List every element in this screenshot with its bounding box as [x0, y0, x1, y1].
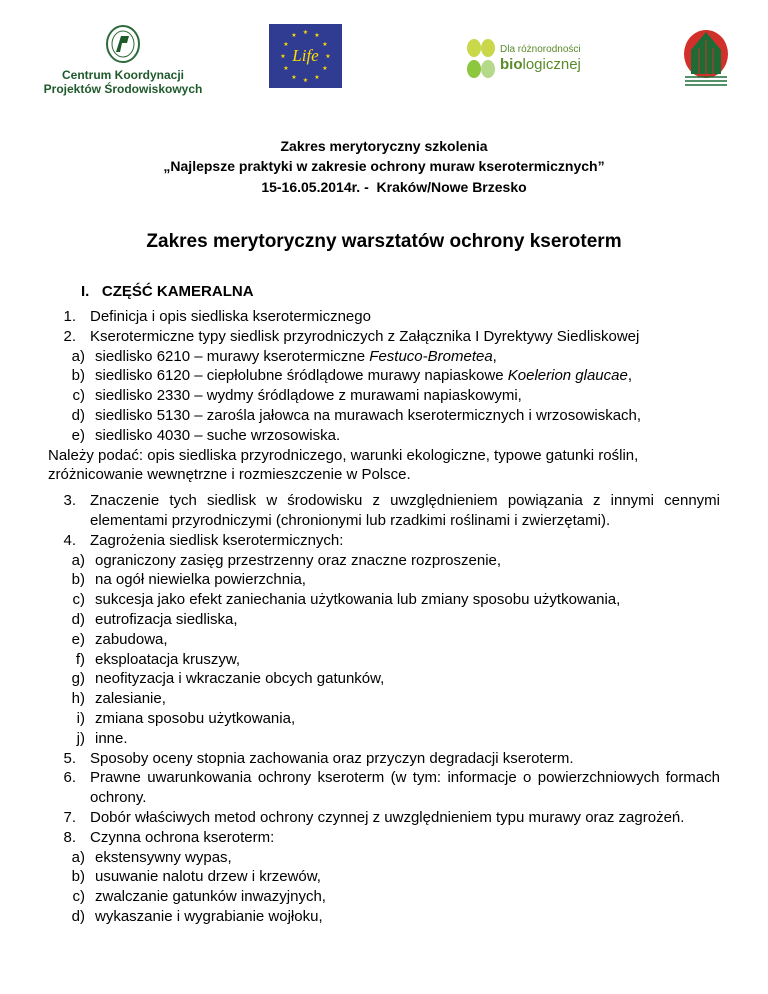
sub-item-letter: e) [71, 630, 85, 648]
section-number: I. [81, 283, 90, 300]
nfosigw-logo-icon [683, 30, 729, 90]
list-item [48, 327, 720, 347]
sub-item-text-main: wykaszanie i wygrabianie wojłoku, [95, 907, 323, 925]
sub-item-text [95, 610, 720, 630]
item-number: 2. [63, 327, 76, 345]
list-item [48, 307, 720, 327]
sub-item-letter: c) [72, 888, 85, 906]
sub-item-letter: d) [71, 406, 85, 424]
sub-item-text [95, 729, 720, 749]
sub-item-text-main: sukcesja jako efekt zaniechania użytkowania lub zmiany sposobu użytkowania, [95, 591, 621, 609]
sub-item-text-main: na ogół niewielka powierzchnia, [95, 571, 306, 589]
sub-item-letter: i) [76, 709, 85, 727]
item-number: 8. [63, 828, 76, 846]
sub-item-text [95, 848, 720, 868]
biodiversity-leaves-icon [466, 38, 496, 80]
sub-list-item [48, 610, 720, 630]
item-number: 1. [63, 308, 76, 325]
sub-list-item [48, 669, 720, 689]
item-number: 6. [63, 769, 76, 787]
sub-item-text [95, 709, 720, 729]
sub-item-letter: g) [71, 670, 85, 688]
sub-item-text-main: ekstensywny wypas, [95, 848, 232, 866]
svg-text:★: ★ [322, 66, 328, 72]
sub-list-item [48, 630, 720, 650]
list-item [48, 808, 720, 828]
sub-list-item [48, 570, 720, 590]
sub-item-text-main: usuwanie nalotu drzew i krzewów, [95, 868, 321, 886]
sub-list-item [48, 366, 720, 386]
svg-text:★: ★ [280, 54, 286, 60]
sub-list-item [48, 386, 720, 406]
svg-text:★: ★ [302, 30, 309, 36]
sub-list-item [48, 848, 720, 868]
sub-item-text [95, 386, 720, 406]
sub-item-letter: c) [72, 591, 85, 609]
sub-item-text [95, 426, 720, 446]
item-number: 3. [63, 492, 76, 510]
sub-list-item [48, 590, 720, 610]
content-list [48, 307, 720, 927]
svg-text:★: ★ [314, 33, 320, 39]
item-text: Znaczenie tych siedlisk w środowisku z uwzględnieniem powiązania z innymi cennymi elementami przyrodniczymi (chronionymi lub rzadkimi roślinami i zwierzętami). [90, 492, 720, 529]
punctuation: , [627, 367, 633, 385]
sub-item-text-main: zabudowa, [95, 630, 168, 648]
sub-item-text [95, 887, 720, 907]
sub-item-text [95, 669, 720, 689]
list-item [48, 749, 720, 769]
sub-item-text-main: siedlisko 6210 – murawy kserotermiczne [95, 347, 370, 365]
item-number: 7. [63, 808, 76, 826]
item-number: 4. [63, 531, 76, 549]
ckps-logo [38, 24, 208, 96]
sub-item-text [95, 366, 720, 386]
punctuation: , [492, 347, 497, 365]
sub-item-letter: h) [71, 690, 85, 708]
sub-item-letter: d) [71, 610, 85, 628]
sub-item-text [95, 551, 720, 571]
sub-item-text [95, 867, 720, 887]
page-title: Zakres merytoryczny warsztatów ochrony kseroterm [146, 231, 622, 252]
sub-list-item [48, 709, 720, 729]
sub-item-letter: f) [75, 650, 85, 668]
svg-text:★: ★ [283, 42, 289, 48]
sub-list-item [48, 406, 720, 426]
sub-item-letter: a) [71, 347, 85, 365]
note-paragraph: Należy podać: opis siedliska przyrodniczego, warunki ekologiczne, typowe gatunki roślin, zróżnicowanie wewnętrzne i rozmieszczenie w Polsce. [48, 446, 639, 484]
sub-list-item [48, 650, 720, 670]
sub-item-text-main: zwalczanie gatunków inwazyjnych, [95, 888, 326, 906]
svg-text:★: ★ [322, 42, 328, 48]
list-item [48, 768, 720, 808]
bio-line2 [500, 56, 581, 73]
sub-list-item [48, 907, 720, 927]
bio-rest: logicznej [522, 56, 581, 73]
sub-list-item [48, 347, 720, 367]
sub-item-text-main: siedlisko 4030 – suche wrzosowiska. [95, 426, 341, 444]
sub-item-text [95, 570, 720, 590]
sub-list-item [48, 426, 720, 446]
list-item [48, 531, 720, 551]
sub-item-letter: b) [71, 571, 85, 589]
svg-text:★: ★ [314, 75, 320, 81]
ckps-line1: Centrum Koordynacji [61, 68, 184, 82]
header-line1: Zakres merytoryczny szkolenia [280, 138, 488, 154]
latin-name: Koelerion glaucae [507, 367, 628, 385]
ckps-line2: Projektów Środowiskowych [43, 82, 203, 96]
sub-item-text-main: inne. [95, 729, 128, 747]
section-heading [81, 283, 254, 300]
sub-item-letter: j) [76, 729, 85, 747]
sub-item-text [95, 406, 720, 426]
sub-item-letter: e) [71, 426, 85, 444]
sub-item-text [95, 689, 720, 709]
bio-line1: Dla różnorodności [500, 44, 581, 55]
list-item [48, 491, 720, 531]
sub-item-text [95, 630, 720, 650]
sub-list-item [48, 729, 720, 749]
item-text: Prawne uwarunkowania ochrony kseroterm (w tym: informacje o powierzchniowych formach ochrony. [90, 769, 720, 807]
life-text: Life [292, 46, 319, 65]
sub-item-text-main: siedlisko 6120 – ciepłolubne śródlądowe murawy napiaskowe [95, 367, 508, 385]
sub-item-letter: c) [72, 387, 85, 405]
sub-item-letter: b) [71, 868, 85, 886]
sub-list-item [48, 867, 720, 887]
svg-text:★: ★ [325, 54, 331, 60]
bio-bold: bio [500, 56, 523, 73]
item-text: Dobór właściwych metod ochrony czynnej z uwzględnieniem typu murawy oraz zagrożeń. [90, 808, 685, 826]
latin-name: Festuco-Brometea [369, 347, 493, 365]
sub-item-text-main: neofityzacja i wkraczanie obcych gatunków, [95, 670, 385, 688]
svg-text:★: ★ [291, 33, 297, 39]
svg-text:★: ★ [283, 66, 289, 72]
sub-item-text [95, 650, 720, 670]
list-item [48, 828, 720, 848]
lasy-panstwowe-emblem-icon [105, 24, 141, 64]
biodiversity-logo [466, 38, 626, 80]
svg-text:★: ★ [302, 78, 309, 84]
sub-item-letter: d) [71, 907, 85, 925]
item-text: Definicja i opis siedliska kserotermicznego [90, 308, 371, 325]
sub-item-text-main: ograniczony zasięg przestrzenny oraz znaczne rozproszenie, [95, 551, 502, 569]
sub-item-text-main: eutrofizacja siedliska, [95, 610, 238, 628]
sub-item-text [95, 907, 720, 927]
item-text: Zagrożenia siedlisk kserotermicznych: [90, 531, 344, 549]
sub-item-text [95, 590, 720, 610]
sub-item-text-main: eksploatacja kruszyw, [95, 650, 241, 668]
eu-life-logo [269, 24, 342, 88]
sub-list-item [48, 887, 720, 907]
item-text: Czynna ochrona kseroterm: [90, 828, 275, 846]
header-line3: 15-16.05.2014r. - Kraków/Nowe Brzesko [261, 179, 527, 195]
section-label: CZĘŚĆ KAMERALNA [101, 283, 254, 300]
sub-item-letter: a) [71, 551, 85, 569]
svg-text:★: ★ [291, 75, 297, 81]
sub-item-letter: a) [71, 848, 85, 866]
sub-item-text-main: siedlisko 5130 – zarośla jałowca na murawach kserotermicznych i wrzosowiskach, [95, 406, 642, 424]
sub-item-letter: b) [71, 367, 85, 385]
sub-item-text [95, 347, 720, 367]
sub-item-text-main: zmiana sposobu użytkowania, [95, 709, 296, 727]
header-line2: „Najlepsze praktyki w zakresie ochrony muraw kserotermicznych” [163, 158, 605, 174]
item-text: Kserotermiczne typy siedlisk przyrodniczych z Załącznika I Dyrektywy Siedliskowej [90, 327, 640, 345]
sub-item-text-main: siedlisko 2330 – wydmy śródlądowe z murawami napiaskowymi, [95, 387, 522, 405]
sub-list-item [48, 689, 720, 709]
sub-list-item [48, 551, 720, 571]
item-text: Sposoby oceny stopnia zachowania oraz przyczyn degradacji kseroterm. [90, 749, 574, 767]
item-number: 5. [63, 749, 76, 767]
sub-item-text-main: zalesianie, [95, 690, 166, 708]
